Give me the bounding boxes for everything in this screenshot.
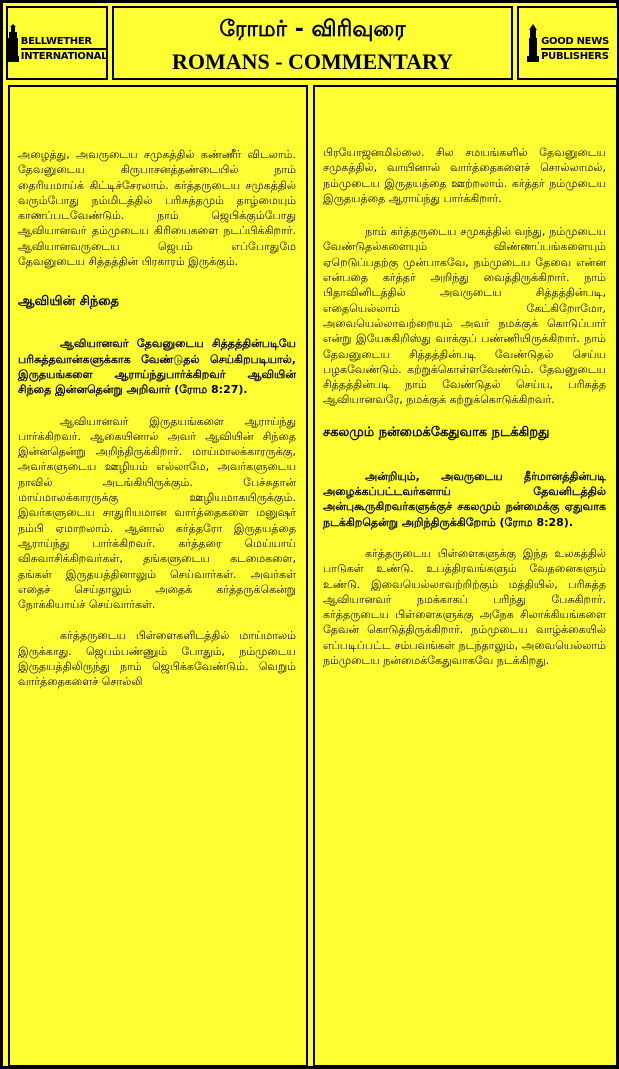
paragraph: அழைத்து, அவருடைய சமுகத்தில் கண்ணீர் விடலாம். தேவனுடைய கிருபாசனத்தண்டையில் நாம் தைரியமாய்க் கிட்டிச்சேரலாம். கர்த்தருடைய சமுகத்தில் வரும்போது நம்மிடத்தில் பரிசுத்தமும் தாழ்மையும் காணப்படவேண்டும். நாம் ஜெபிக்கும்போது ஆவியானவர் தம்முடைய கிரியைகளை நடப்பிக்கிறார். ஆவியானவருடைய ஜெபம் எப்போதுமே தேவனுடைய சித்தத்தின் பிரகாரம் இருக்கும்.	[18, 148, 296, 269]
title-tamil: ரோமர் - விரிவுரை	[219, 17, 406, 42]
section-heading: சகலமும் நன்மைக்கேதுவாக நடக்கிறது	[323, 424, 550, 440]
right-column	[313, 85, 618, 1067]
logo-line-1: GOOD NEWS	[541, 36, 609, 47]
paragraph: நாம் கர்த்தருடைய சமுகத்தில் வந்து, நம்முடைய வேண்டுதல்களையும் விண்ணப்பங்களையும் ஏறெடுப்பதற்கு முன்பாகவே, நம்முடைய தேவை என்ன என்பதை கர்த்தர் அறிந்து வைத்திருக்கிறார். நாம் பிதாவினிடத்தில் அவருடைய சித்தத்தின்படி, எதையெல்லாம் கேட்கிறோமோ, அவையெல்லாவற்றையும் அவர் நமக்குக் கொடுப்பார் என்று இயேசுகிறிஸ்து வாக்குப் பண்ணியிருக்கிறார். நாம் தேவனுடைய சித்தத்தின்படி வேண்டுதல் செய்ய பழகவேண்டும். கற்றுக்கொள்ளவேண்டும். தேவனுடைய சித்தத்தின்படி நாம் வேண்டுதல் செய்ய, பரிசுத்த ஆவியானவரே, நமக்குக் கற்றுக்கொடுக்கிறவர்.	[323, 225, 606, 407]
bell-tower-icon	[7, 24, 19, 62]
logo-line-2: INTERNATIONAL	[21, 48, 107, 62]
left-column	[8, 85, 308, 1067]
title-english: ROMANS - COMMENTARY	[171, 49, 454, 74]
title-box	[112, 6, 513, 80]
paragraph: கர்த்தருடைய பிள்ளைகளிடத்தில் மாய்மாலம் இருக்காது. ஜெபம்பண்ணும் போதும், நம்முடைய இருதயத்திலிருந்து நாம் ஜெபிக்கவேண்டும். வெறும் வார்த்தைகளைச் சொல்லி	[18, 629, 296, 689]
paragraph: பிரயோஜனமில்லை. சில சமயங்களில் தேவனுடைய சமுகத்தில், வாயினால் வார்த்தைகளைச் சொல்லாமல், நம்முடைய இருதயத்தை ஊற்றலாம். கர்த்தர் நம்முடைய இருதயத்தை ஆராய்ந்து பார்க்கிறார்.	[323, 146, 606, 205]
logo-line-1: BELLWETHER	[20, 36, 92, 47]
scripture-verse: ஆவியானவர் தேவனுடைய சித்தத்தின்படியே பரிசுத்தவான்களுக்காக வேண்டுதல் செய்கிறபடியால், இருதயங்களை ஆராய்ந்துபார்க்கிறவர் ஆவியின் சிந்தை இன்னதென்று அறிவார் (ரோம 8:27).	[18, 337, 296, 397]
paragraph: கர்த்தருடைய பிள்ளைகளுக்கு இந்த உலகத்தில் பாடுகள் உண்டு. உபத்திரவங்களும் வேதனைகளும் உண்டு. இவையெல்லாவற்றிற்கும் மத்தியில், பரிசுத்த ஆவியானவர் நமக்காகப் பரிந்து பேசுகிறார். கர்த்தருடைய பிள்ளைகளுக்கு அநேக சிலாக்கியங்களை தேவன் கொடுத்திருக்கிறார். நம்முடைய வாழ்க்கையில் எப்படிப்பட்ட சம்பவங்கள் நடந்தாலும், அவையெல்லாம் நம்முடைய நன்மைக்கேதுவாகவே நடக்கிறது.	[323, 546, 606, 668]
scripture-verse: அன்றியும், அவருடைய தீர்மானத்தின்படி அழைக்கப்பட்டவர்களாய் தேவனிடத்தில் அன்புகூருகிறவர்களுக்குச் சகலமும் நன்மைக்கு ஏதுவாக நடக்கிறதென்று அறிந்திருக்கிறோம் (ரோம 8:28).	[323, 469, 606, 529]
section-heading: ஆவியின் சிந்தை	[18, 294, 119, 310]
paragraph: ஆவியானவர் இருதயங்களை ஆராய்ந்து பார்க்கிறவர். ஆகையினால் அவர் ஆவியின் சிந்தை இன்னதென்று அறிந்திருக்கிறார். மாய்மாலக்காரருக்கு, அவர்களுடைய ஊழியம் எல்லாமே, அவர்களுடைய நாவில் அடங்கியிருக்கும். பேச்சுதான் மாய்மாலக்காரருக்கு ஊழியமாகயிருக்கும். இவர்களுடைய சாதுரியமான வார்த்தைகளை மனுஷர் நம்பி ஏமாறலாம். ஆனால் கர்த்தரோ இருதயத்தை ஆராய்ந்து பார்க்கிறவர். கர்த்தரை மெய்யாய் விசுவாசிக்கிறவர்கள், தங்களுடைய கடமைகளை, தங்கள் இருதயத்தினாலும் செய்வார்கள். அவர்கள் எதைச் செய்தாலும் அதைக் கர்த்தருக்கென்று நோக்கியாய்ச் செய்வார்கள்.	[18, 414, 296, 612]
good-news-logo	[517, 6, 619, 80]
bellwether-logo	[6, 6, 108, 80]
header	[6, 6, 619, 80]
logo-line-2: PUBLISHERS	[541, 48, 609, 62]
tower-icon	[527, 24, 539, 62]
